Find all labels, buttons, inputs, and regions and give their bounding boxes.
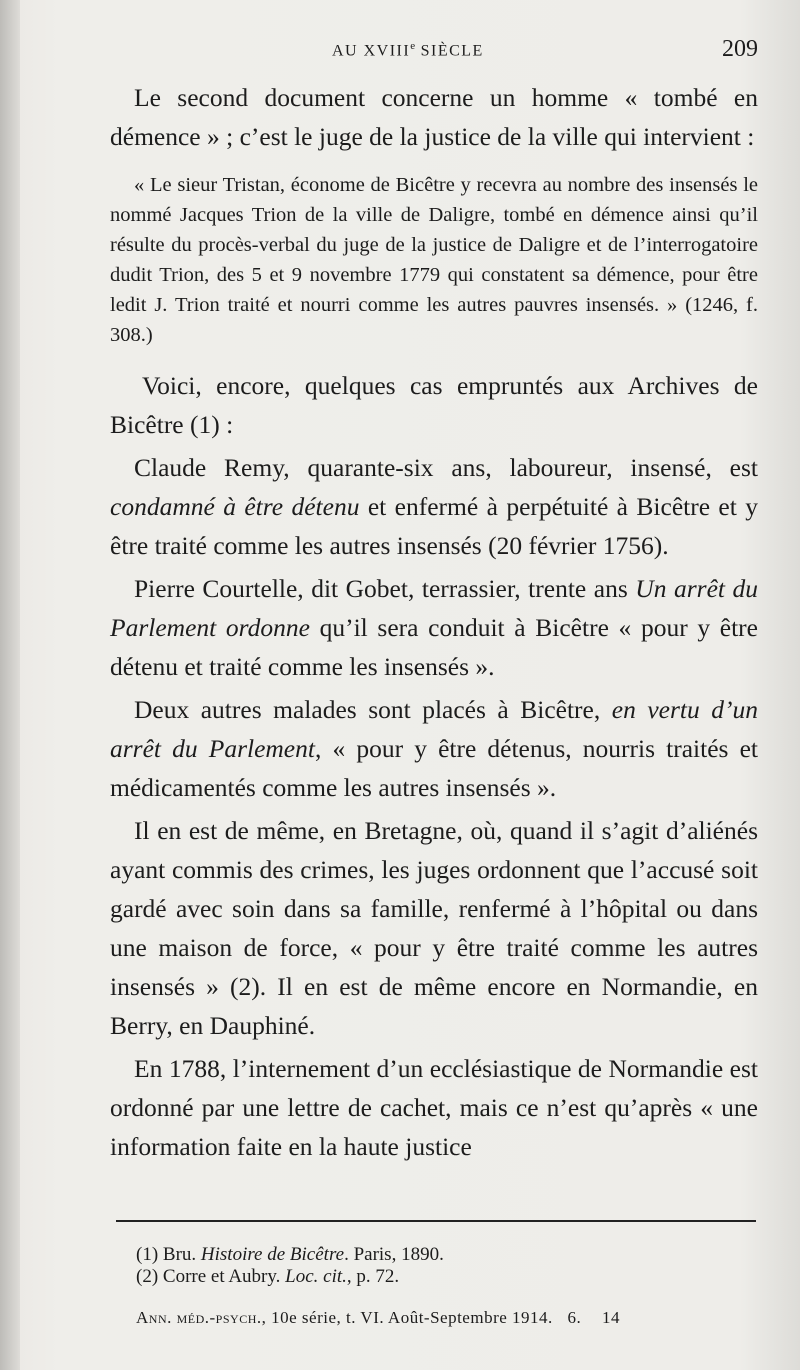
page-number: 209 [722,36,758,62]
footnote-1-text-b: . Paris, 1890. [344,1244,444,1265]
paragraph-3-text-b: et enfermé à perpétuité à Bicêtre et y être traité comme les autres insensés (20 février 1756). [110,492,758,560]
footnote-1-text-a: (1) Bru. [136,1244,201,1265]
paragraph-3 [110,448,758,565]
footnotes [136,1244,736,1288]
issue-info: 10e série, t. VI. Août-Septembre 1914. [271,1308,553,1327]
paragraph-4-text-b: qu’il sera conduit à Bicêtre « pour y être détenu et traité comme les insensés ». [110,613,758,681]
running-head [332,40,484,60]
signature-line [136,1308,736,1328]
sheet-number: 14 [602,1308,621,1327]
paragraph-1: Le second document concerne un homme « tombé en démence » ; c’est le juge de la justice de la ville qui intervient : [110,83,758,151]
paragraph-5-text-b: , « pour y être détenus, nourris traités et médicamentés comme les autres insensés ». [110,734,758,802]
page-header [110,36,758,66]
footnote-2 [136,1266,736,1288]
footnote-rule [116,1220,756,1222]
journal-abbreviation: Ann. méd.-psych., [136,1308,267,1327]
paragraph-4 [110,569,758,686]
paragraph-4-italic: Un arrêt du Parlement ordonne [110,574,758,642]
main-text [110,78,758,1166]
footnote-2-text-a: (2) Corre et Aubry. [136,1266,286,1287]
paragraph-7: En 1788, l’internement d’un ecclésiastique de Normandie est ordonné par une lettre de cachet, mais ce n’est qu’après « une information faite en la haute justice [110,1054,758,1161]
quoted-document: « Le sieur Tristan, économe de Bicêtre y recevra au nombre des insensés le nommé Jacques Trion de la ville de Daligre, tombé en démence ainsi qu’il résulte du procès-verbal du juge de la justice de Daligre et de l’interrogatoire dudit Trion, des 5 et 9 novembre 1779 qui constatent sa démence, pour être ledit J. Trion traité et nourri comme les autres pauvres insensés. » (1246, f. 308.) [110,174,758,346]
footnote-1-italic: Histoire de Bicêtre [200,1244,345,1265]
paragraph-5-text-a: Deux autres malades sont placés à Bicêtre, [134,695,612,724]
paragraph-6: Il en est de même, en Bretagne, où, quand il s’agit d’aliénés ayant commis des crimes, les juges ordonnent que l’accusé soit gardé avec soin dans sa famille, renfermé à l’hôpital ou dans une maison de force, « pour y être traité comme les autres insensés » (2). Il en est de même encore en Normandie, en Berry, en Dauphiné. [110,816,758,1040]
running-head-suffix: SIÈCLE [415,42,484,60]
paragraph-3-text-a: Claude Remy, quarante-six ans, laboureur, insensé, est [134,453,758,482]
running-head-prefix: AU XVIII [332,42,411,60]
paragraph-2: Voici, encore, quelques cas empruntés aux Archives de Bicêtre (1) : [110,371,758,439]
footnote-2-italic: Loc. cit. [285,1266,347,1287]
paragraph-5-italic: en vertu d’un arrêt du Parlement [110,695,758,763]
footnote-1 [136,1244,736,1266]
paragraph-5 [110,690,758,807]
footnote-2-text-b: , p. 72. [346,1266,400,1287]
running-head-superscript: e [410,40,416,52]
page-gutter-shadow [0,0,20,1370]
paragraph-3-italic: condamné à être détenu [110,492,360,521]
paragraph-4-text-a: Pierre Courtelle, dit Gobet, terrassier, trente ans [134,574,636,603]
sheet-label: 6. [567,1308,582,1327]
